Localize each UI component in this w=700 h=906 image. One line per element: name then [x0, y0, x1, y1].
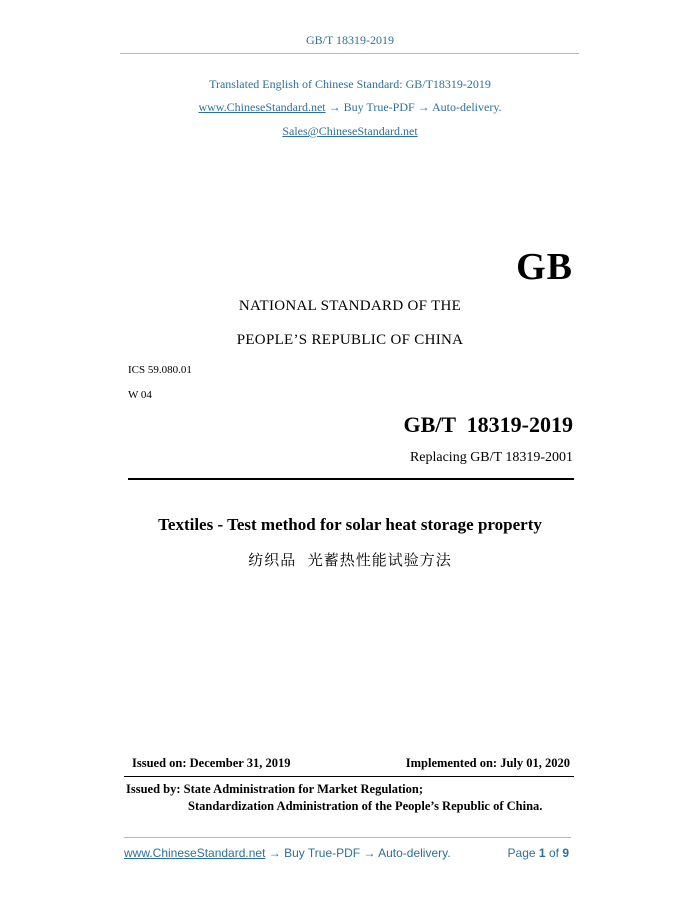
national-standard-line-1: NATIONAL STANDARD OF THE: [238, 298, 462, 314]
title-english: Textiles - Test method for solar heat storage property: [158, 515, 542, 534]
footer-site-link[interactable]: www.ChineseStandard.net: [124, 846, 266, 860]
issued-date: Issued on: December 31, 2019: [132, 756, 291, 770]
footer-divider: [124, 837, 571, 838]
promo-buy-line: [0, 100, 700, 115]
buy-text: → Buy True-PDF → Auto-delivery.: [325, 100, 502, 114]
standard-code: GB/T 18319-2019: [403, 412, 573, 437]
issued-by-line-1: Issued by: State Administration for Market Regulation;: [126, 782, 423, 796]
footer-buy-text: → Buy True-PDF → Auto-delivery.: [265, 846, 451, 860]
page-current: 1: [538, 846, 546, 860]
title-divider: [128, 478, 574, 480]
page-total: 9: [562, 846, 569, 860]
email-line: [0, 124, 700, 139]
issued-by-line-2: Standardization Administration of the People’s Republic of China.: [188, 799, 543, 813]
gb-mark: GB: [516, 246, 573, 288]
promo-line: Translated English of Chinese Standard: GB/T18319-2019: [209, 77, 491, 91]
issue-divider: [124, 776, 574, 777]
email-link[interactable]: Sales@ChineseStandard.net: [282, 124, 418, 138]
title-chinese: 纺织品 光蓄热性能试验方法: [248, 551, 452, 569]
implemented-date: Implemented on: July 01, 2020: [405, 756, 570, 770]
replacing-note: Replacing GB/T 18319-2001: [409, 450, 573, 465]
footer-promo: [124, 846, 451, 860]
header-divider: [120, 53, 579, 54]
ccs-code: W 04: [128, 389, 152, 401]
national-standard-line-2: PEOPLE’S REPUBLIC OF CHINA: [236, 332, 464, 348]
running-header: GB/T 18319-2019: [305, 33, 395, 47]
page-of: of: [548, 846, 559, 860]
ics-code: ICS 59.080.01: [128, 364, 192, 376]
page-indicator: [508, 846, 569, 860]
site-link[interactable]: www.ChineseStandard.net: [198, 100, 326, 114]
page-label: Page: [507, 846, 536, 860]
